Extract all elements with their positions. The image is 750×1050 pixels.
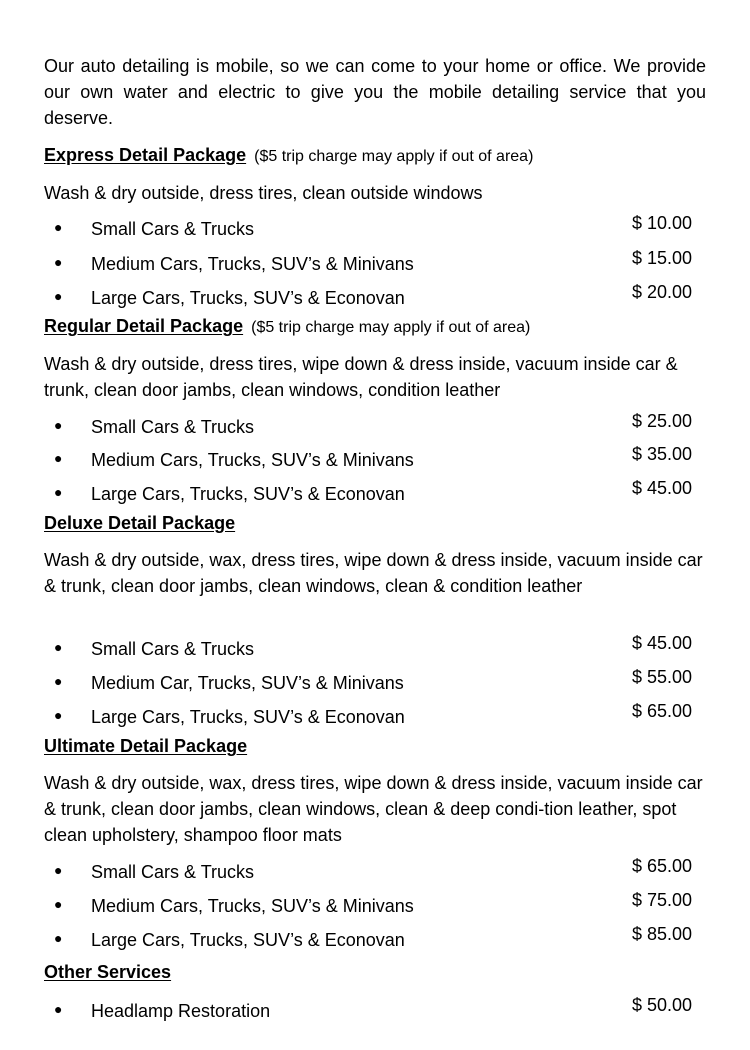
bullet-icon: ● <box>54 896 63 912</box>
price-item <box>44 926 706 950</box>
price-item <box>44 892 706 916</box>
trip-charge-note: ($5 trip charge may apply if out of area) <box>251 319 531 336</box>
package-description: Wash & dry outside, dress tires, clean outside windows <box>44 183 483 203</box>
price-value: $ 85.00 <box>632 924 693 944</box>
bullet-icon: ● <box>54 288 63 304</box>
bullet-icon: ● <box>54 254 63 270</box>
vehicle-size-label: Medium Cars, Trucks, SUV’s & Minivans <box>91 254 414 274</box>
other-services-heading <box>44 961 171 983</box>
vehicle-size-label: Large Cars, Trucks, SUV’s & Econovan <box>91 707 405 727</box>
service-label: Headlamp Restoration <box>91 1001 271 1021</box>
price-value: $ 10.00 <box>632 213 693 233</box>
price-item <box>44 858 706 882</box>
price-value: $ 45.00 <box>632 633 693 653</box>
price-value: $ 65.00 <box>632 856 693 876</box>
vehicle-size-label: Medium Car, Trucks, SUV’s & Minivans <box>91 673 404 693</box>
price-value: $ 20.00 <box>632 282 693 302</box>
price-item <box>44 703 706 727</box>
vehicle-size-label: Small Cars & Trucks <box>91 862 255 882</box>
package-title: Express Detail Package <box>44 145 247 165</box>
bullet-icon: ● <box>54 930 63 946</box>
trip-charge-note: ($5 trip charge may apply if out of area) <box>254 148 534 165</box>
price-value: $ 35.00 <box>632 444 693 464</box>
package-description: Wash & dry outside, wax, dress tires, wipe down & dress inside, vacuum inside car & trunk, clean door jambs, clean windows, clean & condition leather <box>44 550 703 596</box>
bullet-icon: ● <box>54 450 63 466</box>
deluxe-package-heading <box>44 512 235 534</box>
price-value: $ 75.00 <box>632 890 693 910</box>
package-title: Deluxe Detail Package <box>44 513 236 533</box>
bullet-icon: ● <box>54 707 63 723</box>
price-value: $ 45.00 <box>632 478 693 498</box>
vehicle-size-label: Large Cars, Trucks, SUV’s & Econovan <box>91 288 405 308</box>
package-description: Wash & dry outside, wax, dress tires, wipe down & dress inside, vacuum inside car & trunk, clean door jambs, clean windows, clean & deep condi-tion leather, spot clean upholstery, shampoo floor mats <box>44 773 703 845</box>
bullet-icon: ● <box>54 673 63 689</box>
regular-package-heading <box>44 315 530 339</box>
vehicle-size-label: Small Cars & Trucks <box>91 219 255 239</box>
price-item <box>44 284 706 308</box>
price-value: $ 50.00 <box>632 995 693 1015</box>
express-package-heading <box>44 144 533 168</box>
ultimate-package-heading <box>44 735 247 757</box>
vehicle-size-label: Medium Cars, Trucks, SUV’s & Minivans <box>91 896 414 916</box>
vehicle-size-label: Small Cars & Trucks <box>91 417 255 437</box>
price-item <box>44 669 706 693</box>
price-item <box>44 215 706 239</box>
price-item <box>44 480 706 504</box>
package-title: Regular Detail Package <box>44 316 244 336</box>
vehicle-size-label: Small Cars & Trucks <box>91 639 255 659</box>
bullet-icon: ● <box>54 639 63 655</box>
intro-paragraph: Our auto detailing is mobile, so we can come to your home or office. We provide our own water and electric to give you the mobile detailing service that you deserve. <box>44 56 706 128</box>
price-value: $ 55.00 <box>632 667 693 687</box>
price-value: $ 25.00 <box>632 411 693 431</box>
package-description: Wash & dry outside, dress tires, wipe down & dress inside, vacuum inside car & trunk, clean door jambs, clean windows, condition leather <box>44 354 678 400</box>
vehicle-size-label: Medium Cars, Trucks, SUV’s & Minivans <box>91 450 414 470</box>
price-value: $ 65.00 <box>632 701 693 721</box>
price-item <box>44 250 706 274</box>
price-item <box>44 635 706 659</box>
price-item <box>44 997 706 1021</box>
price-item <box>44 446 706 470</box>
vehicle-size-label: Large Cars, Trucks, SUV’s & Econovan <box>91 484 405 504</box>
package-title: Other Services <box>44 962 172 982</box>
price-value: $ 15.00 <box>632 248 693 268</box>
bullet-icon: ● <box>54 219 63 235</box>
bullet-icon: ● <box>54 417 63 433</box>
price-list-page <box>44 0 706 1050</box>
package-title: Ultimate Detail Package <box>44 736 248 756</box>
bullet-icon: ● <box>54 1001 63 1017</box>
bullet-icon: ● <box>54 484 63 500</box>
vehicle-size-label: Large Cars, Trucks, SUV’s & Econovan <box>91 930 405 950</box>
price-item <box>44 413 706 437</box>
bullet-icon: ● <box>54 862 63 878</box>
